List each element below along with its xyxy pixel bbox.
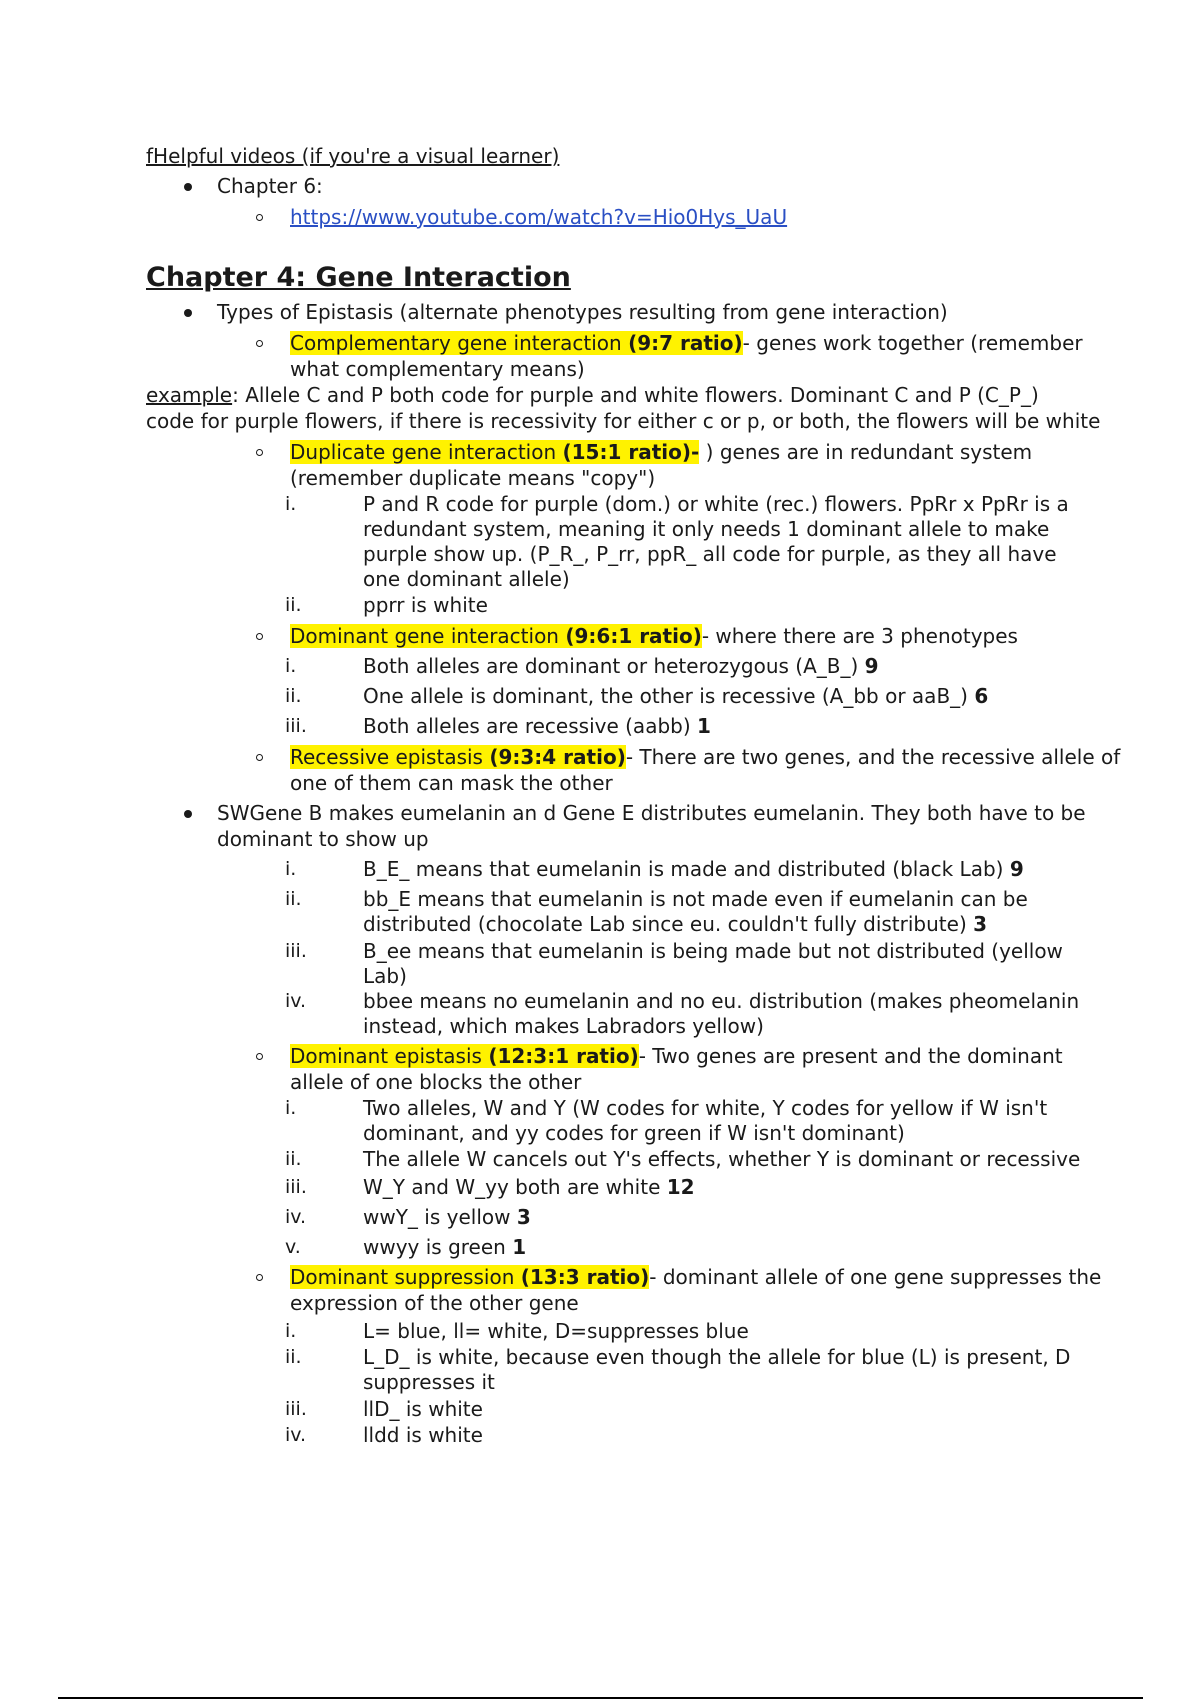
- list-item: llD_ is white: [363, 1397, 483, 1421]
- roman-numeral: iv.: [285, 1424, 307, 1446]
- list-item: dominant, and yy codes for green if W isn't dominant): [363, 1121, 905, 1145]
- list-item: L= blue, ll= white, D=suppresses blue: [363, 1319, 749, 1343]
- dominant-epistasis-line2: allele of one blocks the other: [290, 1070, 582, 1094]
- circle-bullet-icon: [256, 449, 263, 456]
- list-item: distributed (chocolate Lab since eu. couldn't fully distribute) 3: [363, 912, 988, 936]
- list-item: One allele is dominant, the other is recessive (A_bb or aaB_) 6: [363, 684, 989, 708]
- recessive-line: [290, 744, 1120, 770]
- roman-numeral: i.: [285, 858, 297, 880]
- swgene-line2: dominant to show up: [217, 827, 429, 851]
- list-item: wwY_ is yellow 3: [363, 1205, 531, 1229]
- duplicate-label: Duplicate gene interaction: [290, 440, 563, 464]
- dominant-desc: - where there are 3 phenotypes: [701, 624, 1018, 648]
- roman-numeral: i.: [285, 1320, 297, 1342]
- circle-bullet-icon: [256, 214, 263, 221]
- list-item: The allele W cancels out Y's effects, whether Y is dominant or recessive: [363, 1147, 1081, 1171]
- complementary-ratio: (9:7 ratio): [628, 331, 743, 355]
- suppression-desc: - dominant allele of one gene suppresses the: [649, 1265, 1102, 1289]
- list-item: Two alleles, W and Y (W codes for white, Y codes for yellow if W isn't: [363, 1096, 1048, 1120]
- complementary-line2: what complementary means): [290, 357, 585, 381]
- list-item: Lab): [363, 964, 407, 988]
- suppression-line: [290, 1264, 1101, 1290]
- roman-numeral: iii.: [285, 1398, 307, 1420]
- list-item: wwyy is green 1: [363, 1235, 527, 1259]
- roman-numeral: ii.: [285, 685, 302, 707]
- roman-numeral: iii.: [285, 940, 307, 962]
- bullet-icon: [184, 810, 192, 818]
- circle-bullet-icon: [256, 754, 263, 761]
- circle-bullet-icon: [256, 1053, 263, 1060]
- duplicate-ratio: (15:1 ratio)-: [562, 440, 700, 464]
- roman-numeral: i.: [285, 655, 297, 677]
- list-item: B_E_ means that eumelanin is made and distributed (black Lab) 9: [363, 857, 1024, 881]
- roman-numeral: i.: [285, 1097, 297, 1119]
- chapter-title: Chapter 4: Gene Interaction: [146, 262, 571, 293]
- recessive-line2: one of them can mask the other: [290, 771, 613, 795]
- complementary-line: [290, 330, 1083, 356]
- dominant-epistasis-label: Dominant epistasis: [290, 1044, 489, 1068]
- page-divider: [58, 1697, 1143, 1699]
- roman-numeral: i.: [285, 493, 297, 515]
- suppression-line2: expression of the other gene: [290, 1291, 579, 1315]
- list-item: Both alleles are recessive (aabb) 1: [363, 714, 711, 738]
- types-of-epistasis: Types of Epistasis (alternate phenotypes resulting from gene interaction): [217, 300, 948, 324]
- roman-numeral: ii.: [285, 1148, 302, 1170]
- roman-numeral: iii.: [285, 1176, 307, 1198]
- list-item: B_ee means that eumelanin is being made but not distributed (yellow: [363, 939, 1063, 963]
- list-item: lldd is white: [363, 1423, 483, 1447]
- circle-bullet-icon: [256, 340, 263, 347]
- bullet-icon: [184, 183, 192, 191]
- suppression-label: Dominant suppression: [290, 1265, 521, 1289]
- list-item: P and R code for purple (dom.) or white (rec.) flowers. PpRr x PpRr is a: [363, 492, 1069, 516]
- complementary-label: Complementary gene interaction: [290, 331, 629, 355]
- example-word: example: [146, 383, 233, 407]
- circle-bullet-icon: [256, 1274, 263, 1281]
- suppression-ratio: (13:3 ratio): [520, 1265, 650, 1289]
- list-item: bb_E means that eumelanin is not made even if eumelanin can be: [363, 887, 1028, 911]
- dominant-ratio: (9:6:1 ratio): [565, 624, 702, 648]
- duplicate-line: [290, 439, 1032, 465]
- list-item: pprr is white: [363, 593, 488, 617]
- swgene-line1: SWGene B makes eumelanin an d Gene E distributes eumelanin. They both have to be: [217, 801, 1086, 825]
- dominant-line: [290, 623, 1018, 649]
- example-line1: [146, 382, 1039, 408]
- dominant-epistasis-ratio: (12:3:1 ratio): [488, 1044, 639, 1068]
- roman-numeral: iii.: [285, 715, 307, 737]
- roman-numeral: iv.: [285, 990, 307, 1012]
- example-line2: code for purple flowers, if there is recessivity for either c or p, or both, the flowers will be white: [146, 409, 1101, 433]
- youtube-link[interactable]: https://www.youtube.com/watch?v=Hio0Hys_UaU: [290, 205, 788, 229]
- example-text: : Allele C and P both code for purple and white flowers. Dominant C and P (C_P_): [232, 383, 1039, 407]
- list-item: purple show up. (P_R_, P_rr, ppR_ all code for purple, as they all have: [363, 542, 1057, 566]
- roman-numeral: v.: [285, 1236, 301, 1258]
- recessive-label: Recessive epistasis: [290, 745, 490, 769]
- chapter-label: Chapter 6:: [217, 174, 323, 198]
- list-item: one dominant allele): [363, 567, 570, 591]
- list-item: redundant system, meaning it only needs 1 dominant allele to make: [363, 517, 1050, 541]
- dominant-epistasis-line: [290, 1043, 1063, 1069]
- list-item: instead, which makes Labradors yellow): [363, 1014, 764, 1038]
- list-item: L_D_ is white, because even though the allele for blue (L) is present, D: [363, 1345, 1071, 1369]
- recessive-ratio: (9:3:4 ratio): [489, 745, 626, 769]
- roman-numeral: iv.: [285, 1206, 307, 1228]
- list-item: bbee means no eumelanin and no eu. distribution (makes pheomelanin: [363, 989, 1080, 1013]
- circle-bullet-icon: [256, 633, 263, 640]
- list-item: W_Y and W_yy both are white 12: [363, 1175, 695, 1199]
- dominant-epistasis-desc: - Two genes are present and the dominant: [638, 1044, 1063, 1068]
- roman-numeral: ii.: [285, 594, 302, 616]
- list-item: suppresses it: [363, 1370, 495, 1394]
- roman-numeral: ii.: [285, 1346, 302, 1368]
- list-item: Both alleles are dominant or heterozygous (A_B_) 9: [363, 654, 879, 678]
- bullet-icon: [184, 309, 192, 317]
- dominant-label: Dominant gene interaction: [290, 624, 566, 648]
- duplicate-line2: (remember duplicate means "copy"): [290, 466, 656, 490]
- recessive-desc: - There are two genes, and the recessive allele of: [625, 745, 1121, 769]
- helpful-videos-heading: fHelpful videos (if you're a visual learner): [146, 144, 560, 168]
- complementary-desc: - genes work together (remember: [742, 331, 1083, 355]
- duplicate-desc: ) genes are in redundant system: [699, 440, 1033, 464]
- roman-numeral: ii.: [285, 888, 302, 910]
